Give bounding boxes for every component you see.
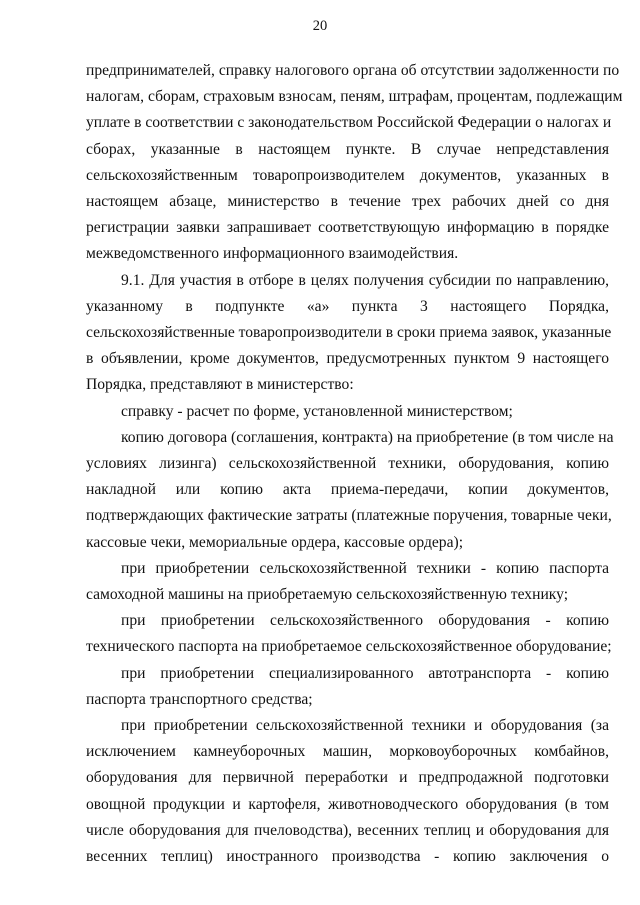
text-line: при приобретении сельскохозяйственной техники - копию паспорта xyxy=(121,559,609,577)
text-line: копию договора (соглашения, контракта) на приобретение (в том числе на xyxy=(121,428,614,446)
text-line: налогам, сборам, страховым взносам, пеням, штрафам, процентам, подлежащим xyxy=(86,88,623,106)
text-line: в объявлении, кроме документов, предусмотренных пунктом 9 настоящего xyxy=(86,350,609,368)
text-line: сельскохозяйственным товаропроизводителем документов, указанных в xyxy=(86,166,609,184)
text-line: 9.1. Для участия в отборе в целях получения субсидии по направлению, xyxy=(121,271,609,289)
text-line: указанному в подпункте «а» пункта 3 настоящего Порядка, xyxy=(86,297,609,315)
text-line: сборах, указанные в настоящем пункте. В случае непредставления xyxy=(86,140,609,158)
text-line: технического паспорта на приобретаемое сельскохозяйственное оборудование; xyxy=(86,638,612,656)
text-line: уплате в соответствии с законодательством Российской Федерации о налогах и xyxy=(86,114,612,132)
text-line: Порядка, представляют в министерство: xyxy=(86,376,354,394)
text-line: овощной продукции и картофеля, животноводческого оборудования (в том xyxy=(86,795,609,813)
text-line: самоходной машины на приобретаемую сельскохозяйственную технику; xyxy=(86,586,569,603)
text-line: предпринимателей, справку налогового органа об отсутствии задолженности по xyxy=(86,62,620,79)
text-line: регистрации заявки запрашивает соответствующую информацию в порядке xyxy=(86,219,609,237)
page-number: 20 xyxy=(312,18,328,34)
text-line: межведомственного информационного взаимодействия. xyxy=(86,245,459,263)
text-line: при приобретении специализированного автотранспорта - копию xyxy=(121,664,609,682)
text-line: исключением камнеуборочных машин, морковоуборочных комбайнов, xyxy=(86,743,609,761)
text-line: весенних теплиц) иностранного производства - копию заключения о xyxy=(86,848,609,865)
text-line: оборудования для первичной переработки и предпродажной подготовки xyxy=(86,769,609,787)
text-line: накладной или копию акта приема-передачи, копии документов, xyxy=(86,481,609,499)
text-line: условиях лизинга) сельскохозяйственной техники, оборудования, копию xyxy=(86,455,609,472)
text-line: при приобретении сельскохозяйственного оборудования - копию xyxy=(121,612,609,630)
text-line: сельскохозяйственные товаропроизводители в сроки приема заявок, указанные xyxy=(86,324,612,341)
text-line: подтверждающих фактические затраты (платежные поручения, товарные чеки, xyxy=(86,507,612,525)
text-line: числе оборудования для пчеловодства), весенних теплиц и оборудования для xyxy=(86,821,609,839)
text-line: при приобретении сельскохозяйственной техники и оборудования (за xyxy=(121,717,609,734)
text-line: кассовые чеки, мемориальные ордера, кассовые ордера); xyxy=(86,533,464,551)
text-line: паспорта транспортного средства; xyxy=(86,690,313,708)
text-line: настоящем абзаце, министерство в течение трех рабочих дней со дня xyxy=(86,193,609,210)
text-line: справку - расчет по форме, установленной министерством; xyxy=(121,402,513,420)
